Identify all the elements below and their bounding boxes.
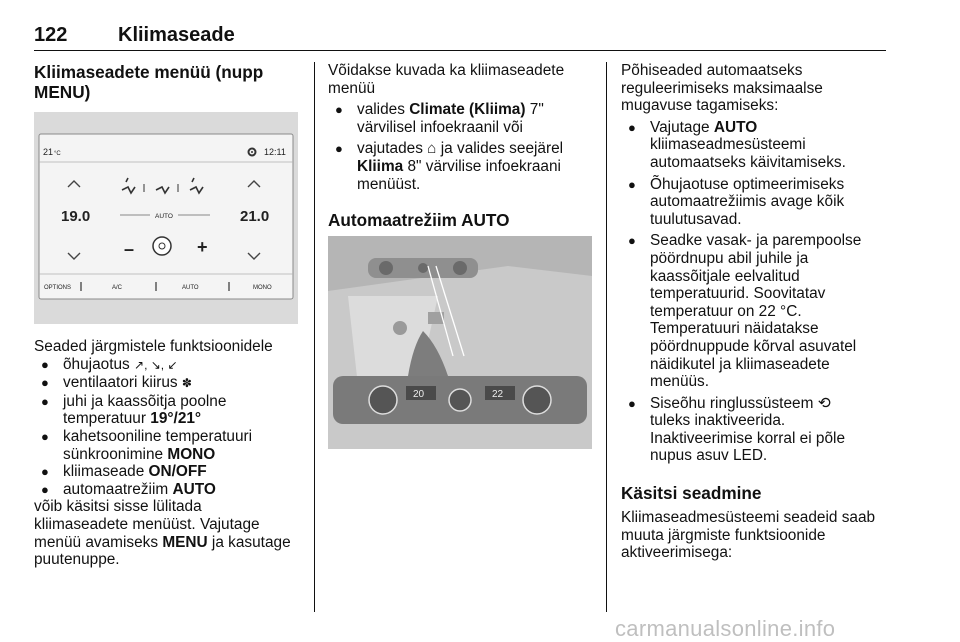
outside-temp: 21 [43, 147, 54, 157]
outside-temp-unit: °C [54, 151, 61, 157]
page-number: 122 [34, 24, 68, 46]
climate-menu-screen-illustration [34, 112, 298, 324]
paragraph-manual: Kliimaseadmesüsteemi seadeid saab muuta järgmiste funktsioonide aktiveerimisega: [621, 509, 876, 562]
photo-right-display: 22 [492, 389, 504, 401]
page-header [34, 22, 886, 51]
bullet-climate-8in: ● vajutades ⌂ ja valides seejärel Kliima 8" värvilise infoekraani menüüst. [328, 140, 592, 193]
right-temp: 21.0 [240, 208, 270, 225]
softkey-options: OPTIONS [44, 285, 72, 291]
bullet-air-distribution: ● õhujaotus ↗, ↘, ↙ [34, 356, 302, 375]
fan-minus: – [124, 239, 135, 259]
softkey-auto: AUTO [182, 285, 199, 291]
bullet-press-auto: ● Vajutage AUTO kliimaseadmesüsteemi automaatseks käivitamiseks. [621, 119, 891, 172]
paragraph-menu: võib käsitsi sisse lülitada kliimaseadete menüüst. Vajutage menüü avamiseks MENU ja kasutage puutenuppe. [34, 498, 291, 569]
photo-left-display: 20 [413, 389, 425, 401]
column-1 [34, 62, 302, 569]
bullet-on-off: ● kliimaseade ON/OFF [34, 463, 302, 481]
bullet-fan-speed: ● ventilaatori kiirus ✽ [34, 374, 302, 393]
bullet-open-vents: ● Õhujaotuse optimeerimiseks automaatrežiimis avage kõik tuulutusavad. [621, 176, 891, 229]
home-icon: ⌂ [427, 140, 437, 158]
climate-control-photo [328, 236, 592, 449]
column-3 [621, 62, 891, 562]
climate-menu-screen-figure [34, 112, 298, 324]
air-distribution-symbols-icon: ↗, ↘, ↙ [134, 357, 178, 372]
watermark: carmanualsonline.info [615, 616, 836, 641]
softkey-mono: MONO [253, 285, 272, 291]
column-2 [328, 62, 592, 449]
bullet-mono: ● kahetsooniline temperatuuri sünkroonimine MONO [34, 428, 302, 463]
bullet-auto: ● automaatrežiim AUTO [34, 481, 302, 499]
chapter-title: Kliimaseade [118, 24, 235, 46]
fan-speed-icon [153, 237, 171, 255]
column-divider [606, 62, 607, 612]
fan-icon: ✽ [181, 376, 192, 391]
bullet-climate-7in: ● valides Climate (Kliima) 7" värvilisel infoekraanil või [328, 101, 592, 136]
column-divider [314, 62, 315, 612]
fan-plus: + [197, 237, 208, 257]
section-heading-manual: Käsitsi seadmine [621, 483, 762, 504]
screen-clock: 12:11 [264, 147, 286, 157]
bullet-set-temps: ● Seadke vasak- ja parempoolse pöördnupu abil juhile ja kaassõitjale eelvalitud temperatuurid. Soovitatav temperatuur on 22 °C. Temperatuuri näidatakse pöördnuppude kõrval asuvatel näidikutel ja kliimaseadete menüüs. [621, 232, 891, 390]
section-heading-menu: Kliimaseadete menüü (nupp MENU) [34, 62, 264, 102]
intro-text: Seaded järgmistele funktsioonidele [34, 338, 273, 355]
col2-intro: Võidakse kuvada ka kliimaseadete menüü [328, 62, 565, 97]
screen-auto-label: AUTO [155, 213, 173, 220]
col3-intro: Põhiseaded automaatseks reguleerimiseks maksimaalse mugavuse tagamiseks: [621, 62, 823, 115]
softkey-ac: A/C [112, 285, 123, 291]
left-temp: 19.0 [61, 208, 91, 225]
climate-control-photo-illustration [328, 236, 592, 449]
bullet-recirculation: ● Siseõhu ringlussüsteem ⟲ tuleks inaktiveerida. Inaktiveerimise korral ei põle nupus asuv LED. [621, 395, 891, 465]
section-heading-auto: Automaatrežiim AUTO [328, 210, 510, 231]
bullet-temperature: ● juhi ja kaassõitja poolne temperatuur 19°/21° [34, 393, 302, 428]
recirculation-icon: ⟲ [817, 394, 831, 412]
